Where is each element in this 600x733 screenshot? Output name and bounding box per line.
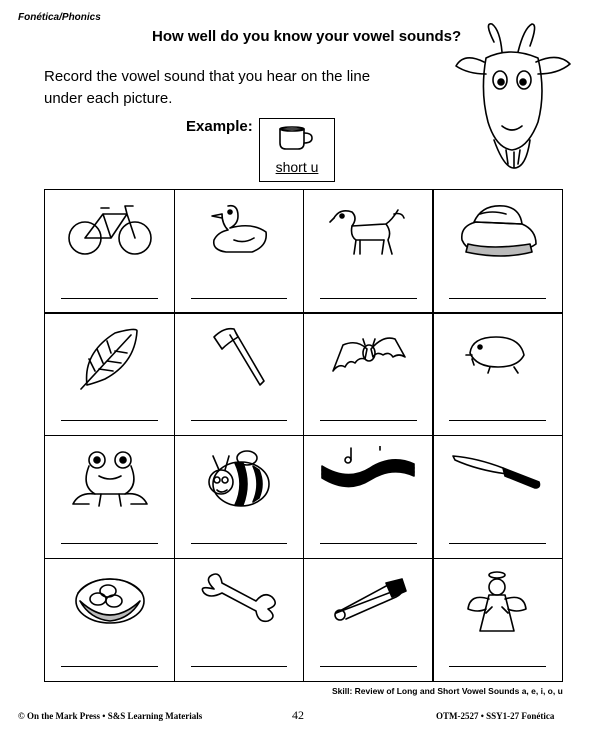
- example-label: Example:: [186, 118, 253, 135]
- picture-cell: [44, 312, 175, 436]
- picture-cell: [174, 558, 305, 682]
- picture-cell: [174, 312, 305, 436]
- knife-icon: [447, 446, 547, 496]
- picture-cell: [432, 189, 563, 313]
- picture-cell: [432, 435, 563, 559]
- picture-cell: [303, 558, 434, 682]
- picture-cell: [303, 435, 434, 559]
- nest-icon: [70, 569, 150, 629]
- dog-icon: [326, 200, 410, 260]
- answer-line[interactable]: [320, 420, 417, 421]
- answer-line[interactable]: [449, 666, 546, 667]
- duck-icon: [204, 200, 274, 260]
- answer-line[interactable]: [191, 420, 288, 421]
- leaf-icon: [75, 323, 145, 393]
- worksheet-title: How well do you know your vowel sounds?: [152, 28, 462, 45]
- answer-line[interactable]: [61, 298, 158, 299]
- picture-cell: [432, 558, 563, 682]
- example-box: [259, 118, 335, 182]
- hat-icon: [452, 200, 542, 266]
- picture-cell: [44, 435, 175, 559]
- picture-cell: [303, 312, 434, 436]
- answer-line[interactable]: [320, 298, 417, 299]
- picture-cell: [174, 189, 305, 313]
- answer-line[interactable]: [449, 543, 546, 544]
- angel-icon: [462, 569, 532, 639]
- frog-icon: [65, 446, 155, 512]
- picture-cell: [432, 312, 563, 436]
- answer-line[interactable]: [449, 298, 546, 299]
- answer-line[interactable]: [320, 666, 417, 667]
- music-notes-icon: [318, 446, 418, 496]
- bee-icon: [199, 446, 279, 512]
- answer-line[interactable]: [61, 666, 158, 667]
- instructions: Record the vowel sound that you hear on the line under each picture.: [44, 68, 371, 107]
- axe-icon: [204, 323, 274, 393]
- page-number: 42: [292, 708, 304, 722]
- bicycle-icon: [65, 200, 155, 260]
- safety-pin-icon: [328, 569, 408, 625]
- answer-line[interactable]: [191, 298, 288, 299]
- bat-icon: [323, 323, 413, 383]
- goat-icon: [454, 22, 574, 172]
- footer-publisher: © On the Mark Press • S&S Learning Materials: [18, 711, 203, 721]
- picture-cell: [44, 189, 175, 313]
- picture-grid: [44, 189, 563, 682]
- cup-icon: [276, 125, 316, 153]
- answer-line[interactable]: [191, 666, 288, 667]
- answer-line[interactable]: [191, 543, 288, 544]
- answer-line[interactable]: [449, 420, 546, 421]
- answer-line[interactable]: [61, 420, 158, 421]
- answer-line[interactable]: [61, 543, 158, 544]
- bone-icon: [194, 569, 284, 625]
- answer-line[interactable]: [320, 543, 417, 544]
- picture-cell: [303, 189, 434, 313]
- footer-code: OTM-2527 • SSY1-27 Fonética: [436, 711, 555, 721]
- skill-note: Skill: Review of Long and Short Vowel Sounds a, e, i, o, u: [332, 686, 563, 696]
- picture-cell: [174, 435, 305, 559]
- example-answer: short u: [275, 159, 319, 175]
- header-tag: Fonética/Phonics: [18, 12, 101, 23]
- picture-cell: [44, 558, 175, 682]
- beaver-icon: [462, 323, 532, 379]
